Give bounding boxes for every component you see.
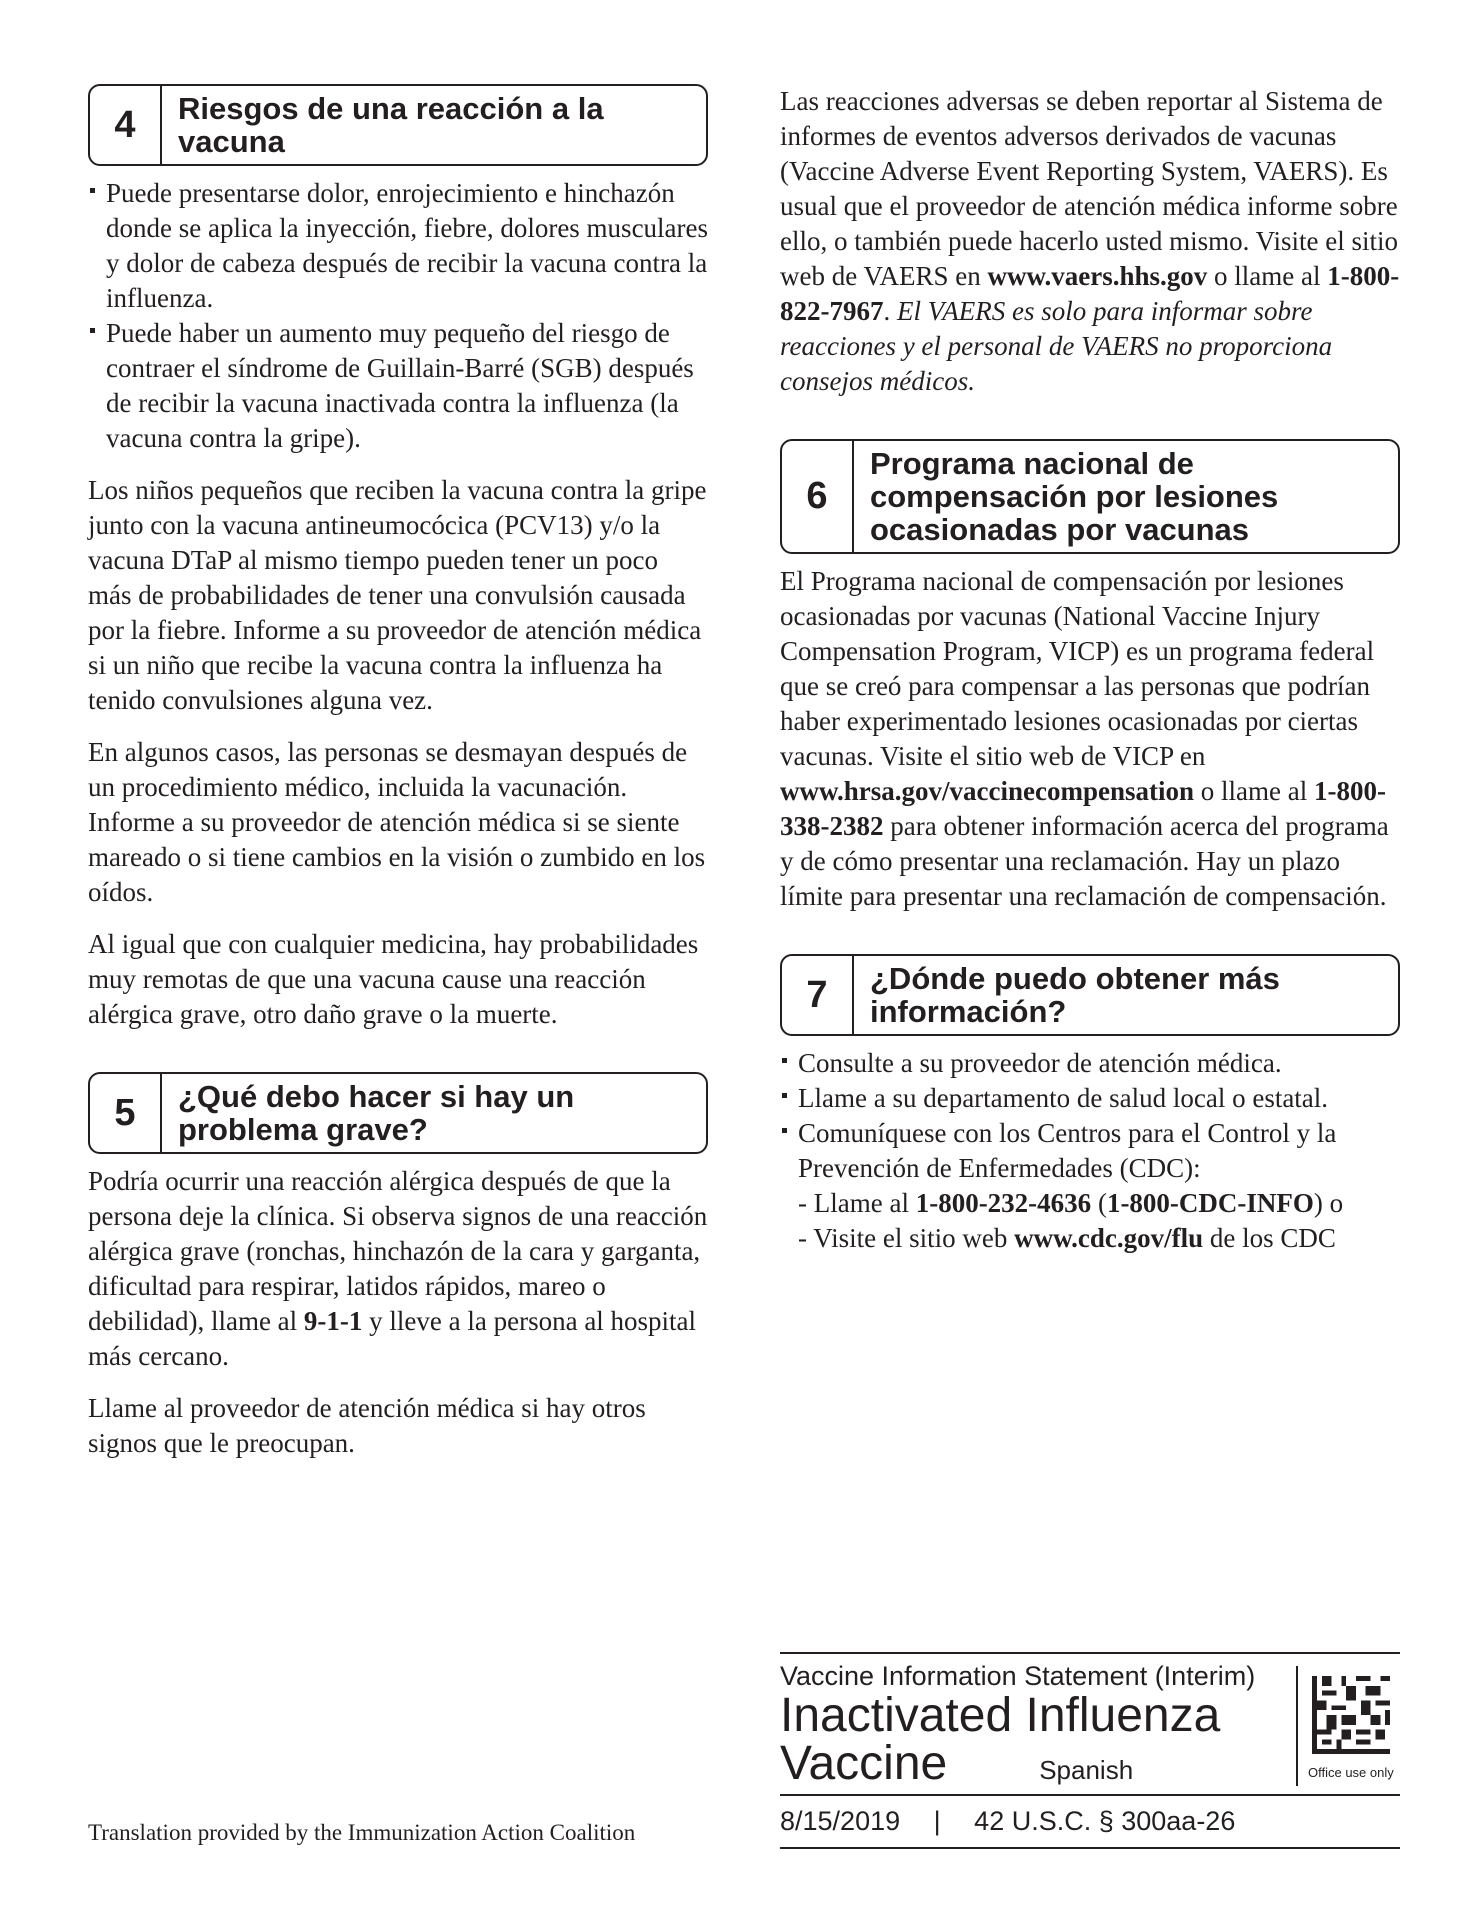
- text: Las reacciones adversas se deben reportar al Sistema de informes de eventos adversos derivados de vacunas (Vaccine Adverse Event Reporting System, VAERS). Es usual que el proveedor de atención médica informe sobre ello, o también puede hacerlo usted mismo. Visite el sitio web de VAERS en: [780, 86, 1399, 291]
- sub-item-web: [780, 1221, 1400, 1256]
- section-number: 7: [782, 956, 854, 1034]
- section-number: 6: [782, 441, 854, 552]
- paragraph: [88, 1164, 708, 1374]
- section-7-bullets: [780, 1046, 1400, 1186]
- section-title: Riesgos de una reacción a la vacuna: [178, 91, 604, 159]
- cdc-phone-alias: 1-800-CDC-INFO: [1106, 1188, 1314, 1218]
- vis-language: Spanish: [1039, 1755, 1134, 1785]
- vis-date-row: [780, 1796, 1400, 1847]
- paragraph: Los niños pequeños que reciben la vacuna contra la gripe junto con la vacuna antineumocócica (PCV13) y/o la vacuna DTaP al mismo tiempo pueden tener un poco más de probabilidades de tener una convulsión causada por la fiebre. Informe a su proveedor de atención médica si un niño que recibe la vacuna contra la influenza ha tenido convulsiones alguna vez.: [88, 475, 707, 715]
- vaers-link[interactable]: www.vaers.hhs.gov: [987, 261, 1208, 291]
- section-title: ¿Qué debo hacer si hay un problema grave?: [178, 1079, 575, 1147]
- right-column: [780, 84, 1400, 1256]
- text: .: [883, 296, 897, 326]
- vaers-phone: 1-800-822-7967: [780, 261, 1400, 326]
- vis-kind: Vaccine Information Statement (Interim): [780, 1661, 1256, 1691]
- vaers-paragraph: [780, 84, 1400, 399]
- office-use-block: [1296, 1666, 1400, 1786]
- qr-code-icon: [1312, 1676, 1390, 1754]
- section-4-header: [88, 84, 708, 166]
- section-4-bullets: [88, 176, 708, 456]
- text: (: [1091, 1188, 1107, 1218]
- separator: |: [933, 1806, 941, 1836]
- vis-statute: 42 U.S.C. § 300aa-26: [974, 1806, 1236, 1836]
- vis-footer: [780, 1652, 1400, 1849]
- text: El Programa nacional de compensación por lesiones ocasionadas por vacunas (National Vaccine Injury Compensation Program, VICP) es un programa federal que se creó para compensar a las personas que podrían haber experimentado lesiones ocasionadas por ciertas vacunas. Visite el sitio web de VICP en: [780, 566, 1375, 771]
- paragraph: Llame al proveedor de atención médica si hay otros signos que le preocupan.: [88, 1393, 646, 1458]
- paragraph: En algunos casos, las personas se desmayan después de un procedimiento médico, incluida la vacunación. Informe a su proveedor de atención médica si se siente mareado o si tiene cambios en la visión o zumbido en los oídos.: [88, 737, 706, 907]
- text: - Visite el sitio web: [798, 1223, 1015, 1253]
- text: - Llame al: [798, 1188, 916, 1218]
- section-title: Programa nacional de compensación por lesiones ocasionadas por vacunas: [870, 446, 1279, 547]
- text: ) o: [1313, 1188, 1344, 1218]
- vis-date: 8/15/2019: [780, 1806, 901, 1836]
- bullet-item: Llame a su departamento de salud local o estatal.: [780, 1081, 1400, 1116]
- section-title: ¿Dónde puedo obtener más información?: [870, 961, 1280, 1029]
- translation-credit: Translation provided by the Immunization Action Coalition: [88, 1820, 636, 1845]
- text: o llame al: [1207, 261, 1328, 291]
- emergency-number: 9-1-1: [303, 1306, 363, 1336]
- cdc-link[interactable]: www.cdc.gov/flu: [1014, 1223, 1204, 1253]
- section-number: 5: [90, 1074, 162, 1152]
- section-7-header: [780, 954, 1400, 1036]
- left-column: [88, 84, 708, 1478]
- sub-item-call: [780, 1186, 1400, 1221]
- paragraph: [780, 564, 1400, 914]
- bullet-item: Consulte a su proveedor de atención médica.: [780, 1046, 1400, 1081]
- text: de los CDC: [1203, 1223, 1336, 1253]
- text: para obtener información acerca del programa y de cómo presentar una reclamación. Hay un plazo límite para presentar una reclamación de compensación.: [780, 811, 1389, 911]
- section-number: 4: [90, 86, 162, 164]
- section-5-header: [88, 1072, 708, 1154]
- section-6-header: [780, 439, 1400, 554]
- vis-title-line2: [780, 1737, 1296, 1794]
- vicp-phone: 1-800-338-2382: [780, 776, 1386, 841]
- vis-title-line1: Inactivated Influenza: [780, 1689, 1221, 1742]
- vicp-link[interactable]: www.hrsa.gov/vaccinecompensation: [780, 776, 1194, 806]
- divider: [780, 1847, 1400, 1849]
- text: o llame al: [1194, 776, 1314, 806]
- cdc-phone: 1-800-232-4636: [915, 1188, 1092, 1218]
- office-use-label: Office use only: [1308, 1765, 1394, 1780]
- bullet-item: Comuníquese con los Centros para el Control y la Prevención de Enfermedades (CDC):: [780, 1116, 1400, 1186]
- paragraph: Al igual que con cualquier medicina, hay probabilidades muy remotas de que una vacuna cause una reacción alérgica grave, otro daño grave o la muerte.: [88, 929, 699, 1029]
- text: Vaccine: [780, 1737, 948, 1790]
- text: y lleve a la persona al hospital más cercano.: [88, 1306, 697, 1371]
- text: Podría ocurrir una reacción alérgica después de que la persona deje la clínica. Si observa signos de una reacción alérgica grave (ronchas, hinchazón de la cara y garganta, dificultad para respirar, latidos rápidos, mareo o debilidad), llame al: [88, 1166, 708, 1336]
- bullet-item: Puede haber un aumento muy pequeño del riesgo de contraer el síndrome de Guillain-Barré (SGB) después de recibir la vacuna inactivada contra la influenza (la vacuna contra la gripe).: [88, 316, 708, 456]
- bullet-item: Puede presentarse dolor, enrojecimiento e hinchazón donde se aplica la inyección, fiebre, dolores musculares y dolor de cabeza después de recibir la vacuna contra la influenza.: [88, 176, 708, 316]
- vaers-note: El VAERS es solo para informar sobre reacciones y el personal de VAERS no proporciona consejos médicos.: [780, 296, 1333, 396]
